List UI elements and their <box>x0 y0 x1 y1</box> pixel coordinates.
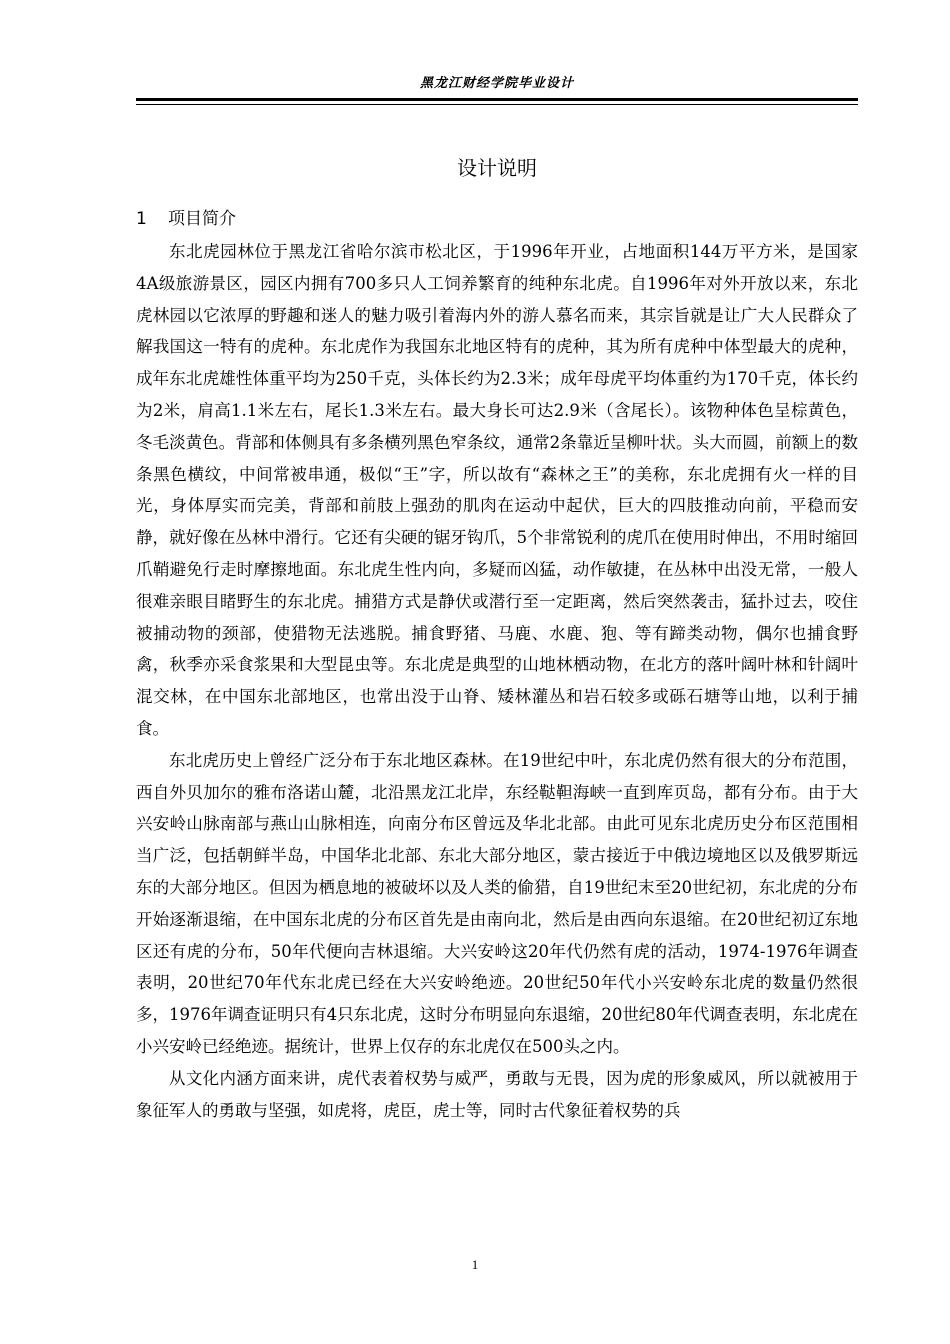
paragraph: 东北虎园林位于黑龙江省哈尔滨市松北区，于1996年开业，占地面积144万平方米，是国家4A级旅游景区，园区内拥有700多只人工饲养繁育的纯种东北虎。自1996年对外开放以来，东北虎林园以它浓厚的野趣和迷人的魅力吸引着海内外的游人慕名而来，其宗旨就是让广大人民群众了解我国这一特有的虎种。东北虎作为我国东北地区特有的虎种，其为所有虎种中体型最大的虎种，成年东北虎雄性体重平均为250千克，头体长约为2.3米；成年母虎平均体重约为170千克，体长约为2米，肩高1.1米左右，尾长1.3米左右。最大身长可达2.9米（含尾长）。该物种体色呈棕黄色，冬毛淡黄色。背部和体侧具有多条横列黑色窄条纹，通常2条靠近呈柳叶状。头大而圆，前额上的数条黑色横纹，中间常被串通，极似“王”字，所以故有“森林之王”的美称，东北虎拥有火一样的目光，身体厚实而完美，背部和前肢上强劲的肌肉在运动中起伏，巨大的四肢推动向前，平稳而安静，就好像在丛林中滑行。它还有尖硬的锯牙钩爪，5个非常锐利的虎爪在使用时伸出，不用时缩回爪鞘避免行走时摩擦地面。东北虎生性内向，多疑而凶猛，动作敏捷，在丛林中出没无常，一般人很难亲眼目睹野生的东北虎。捕猎方式是静伏或潜行至一定距离，然后突然袭击，猛扑过去，咬住被捕动物的颈部，使猎物无法逃脱。捕食野猪、马鹿、水鹿、狍、等有蹄类动物，偶尔也捕食野禽，秋季亦采食浆果和大型昆虫等。东北虎是典型的山地林栖动物，在北方的落叶阔叶林和针阔叶混交林，在中国东北部地区，也常出没于山脊、矮林灌丛和岩石较多或砾石塘等山地，以利于捕食。 <box>136 242 858 738</box>
paragraph: 从文化内涵方面来讲，虎代表着权势与威严，勇敢与无畏，因为虎的形象威风，所以就被用于象征军人的勇敢与坚强，如虎将，虎臣，虎士等，同时古代象征着权势的兵 <box>136 1068 858 1120</box>
document-title: 设计说明 <box>457 156 537 180</box>
header-rule-thick <box>136 98 858 101</box>
paragraph: 东北虎历史上曾经广泛分布于东北地区森林。在19世纪中叶，东北虎仍然有很大的分布范围，西自外贝加尔的雅布洛诺山麓，北沿黑龙江北岸，东经鞑靼海峡一直到库页岛，都有分布。由于大兴安岭山脉南部与燕山山脉相连，向南分布区曾远及华北北部。由此可见东北虎历史分布区范围相当广泛，包括朝鲜半岛，中国华北北部、东北大部分地区，蒙古接近于中俄边境地区以及俄罗斯远东的大部分地区。但因为栖息地的被破坏以及人类的偷猎，自19世纪末至20世纪初，东北虎的分布开始逐渐退缩，在中国东北虎的分布区首先是由南向北，然后是由西向东退缩。在20世纪初辽东地区还有虎的分布，50年代便向吉林退缩。大兴安岭这20年代仍然有虎的活动，1974-1976年调查表明，20世纪70年代东北虎已经在大兴安岭绝迹。20世纪50年代小兴安岭东北虎的数量仍然很多，1976年调查证明只有4只东北虎，这时分布明显向东退缩，20世纪80年代调查表明，东北虎在小兴安岭已经绝迹。据统计，世界上仅存的东北虎仅在500头之内。 <box>136 750 858 1056</box>
section-number: 1 <box>136 209 147 229</box>
running-header: 黑龙江财经学院毕业设计 <box>419 76 574 91</box>
body-text <box>136 236 858 1126</box>
page-number: 1 <box>471 1257 479 1272</box>
section-heading <box>136 206 236 232</box>
header-rule-thin <box>136 104 858 105</box>
section-title: 项目简介 <box>168 209 236 229</box>
